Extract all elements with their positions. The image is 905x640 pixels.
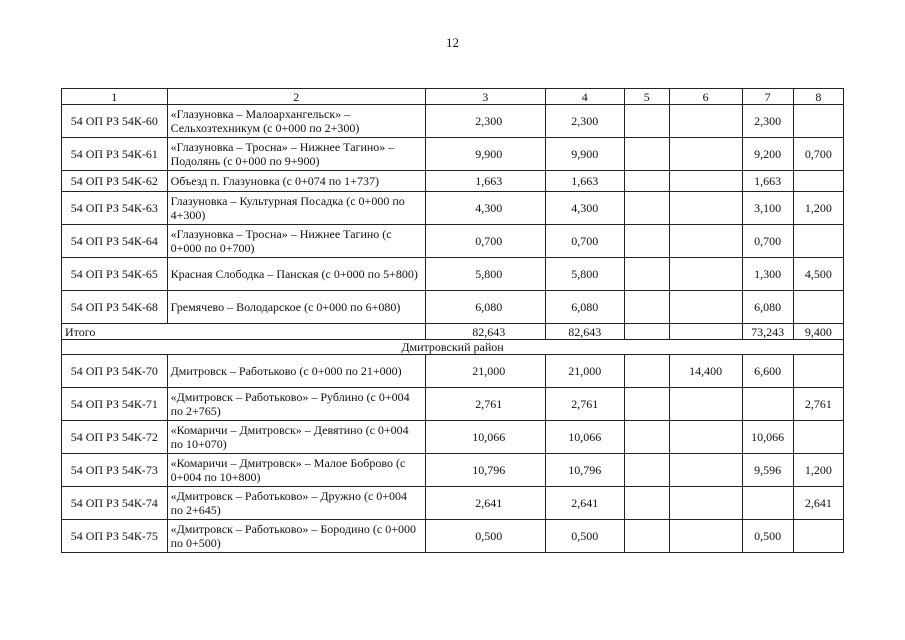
table-row [62, 421, 844, 454]
header-cell: 5 [624, 89, 669, 105]
value-cell: 5,800 [425, 258, 545, 291]
road-name-cell: «Глазуновка – Малоархангельск» – Сельхозтехникум (с 0+000 по 2+300) [167, 105, 425, 138]
road-name-cell: «Глазуновка – Тросна» – Нижнее Тагино (с 0+000 по 0+700) [167, 225, 425, 258]
value-cell: 2,761 [545, 388, 624, 421]
value-cell: 0,700 [793, 138, 843, 171]
value-cell: 2,300 [425, 105, 545, 138]
value-cell [793, 171, 843, 192]
table-row [62, 388, 844, 421]
value-cell [624, 421, 669, 454]
value-cell: 3,100 [742, 192, 793, 225]
total-cell: 82,643 [425, 324, 545, 340]
value-cell: 0,500 [425, 520, 545, 553]
section-row [62, 340, 844, 355]
header-cell: 3 [425, 89, 545, 105]
value-cell: 6,600 [742, 355, 793, 388]
table-row [62, 355, 844, 388]
value-cell: 10,796 [425, 454, 545, 487]
header-cell: 8 [793, 89, 843, 105]
table-row [62, 171, 844, 192]
road-code-cell: 54 ОП РЗ 54К-61 [62, 138, 168, 171]
road-name-cell: Дмитровск – Работьково (с 0+000 по 21+000) [167, 355, 425, 388]
road-code-cell: 54 ОП РЗ 54К-75 [62, 520, 168, 553]
table-row [62, 291, 844, 324]
value-cell: 0,700 [545, 225, 624, 258]
value-cell: 1,300 [742, 258, 793, 291]
value-cell [669, 454, 742, 487]
value-cell: 6,080 [742, 291, 793, 324]
road-name-cell: «Дмитровск – Работьково» – Дружно (с 0+004 по 2+645) [167, 487, 425, 520]
value-cell: 2,300 [545, 105, 624, 138]
road-name-cell: «Комаричи – Дмитровск» – Девятино (с 0+004 по 10+070) [167, 421, 425, 454]
value-cell [793, 225, 843, 258]
value-cell: 21,000 [545, 355, 624, 388]
road-name-cell: «Комаричи – Дмитровск» – Малое Боброво (с 0+004 по 10+800) [167, 454, 425, 487]
value-cell: 6,080 [425, 291, 545, 324]
road-code-cell: 54 ОП РЗ 54К-63 [62, 192, 168, 225]
table-row [62, 138, 844, 171]
value-cell [624, 388, 669, 421]
road-code-cell: 54 ОП РЗ 54К-73 [62, 454, 168, 487]
page-number: 12 [446, 35, 459, 50]
value-cell: 5,800 [545, 258, 624, 291]
road-code-cell: 54 ОП РЗ 54К-70 [62, 355, 168, 388]
value-cell [669, 520, 742, 553]
value-cell: 2,641 [793, 487, 843, 520]
table-row [62, 105, 844, 138]
value-cell [624, 225, 669, 258]
total-cell: 73,243 [742, 324, 793, 340]
section-title: Дмитровский район [62, 340, 844, 355]
road-name-cell: Гремячево – Володарское (с 0+000 по 6+080) [167, 291, 425, 324]
value-cell: 9,900 [545, 138, 624, 171]
road-name-cell: Глазуновка – Культурная Посадка (с 0+000 по 4+300) [167, 192, 425, 225]
value-cell: 10,066 [742, 421, 793, 454]
value-cell: 4,300 [425, 192, 545, 225]
road-code-cell: 54 ОП РЗ 54К-62 [62, 171, 168, 192]
value-cell [669, 105, 742, 138]
value-cell [624, 487, 669, 520]
value-cell [669, 487, 742, 520]
value-cell [669, 421, 742, 454]
value-cell [669, 388, 742, 421]
total-cell: 9,400 [793, 324, 843, 340]
value-cell [669, 225, 742, 258]
value-cell: 9,200 [742, 138, 793, 171]
value-cell [669, 291, 742, 324]
value-cell: 10,066 [545, 421, 624, 454]
value-cell: 0,700 [425, 225, 545, 258]
value-cell [669, 138, 742, 171]
value-cell: 4,500 [793, 258, 843, 291]
header-cell: 4 [545, 89, 624, 105]
road-code-cell: 54 ОП РЗ 54К-60 [62, 105, 168, 138]
road-name-cell: «Глазуновка – Тросна» – Нижнее Тагино» – Подолянь (с 0+000 по 9+900) [167, 138, 425, 171]
header-cell: 1 [62, 89, 168, 105]
value-cell: 4,300 [545, 192, 624, 225]
value-cell: 21,000 [425, 355, 545, 388]
road-name-cell: Объезд п. Глазуновка (с 0+074 по 1+737) [167, 171, 425, 192]
table-row [62, 520, 844, 553]
road-code-cell: 54 ОП РЗ 54К-71 [62, 388, 168, 421]
value-cell: 0,500 [742, 520, 793, 553]
value-cell [624, 105, 669, 138]
total-row [62, 324, 844, 340]
total-cell: 82,643 [545, 324, 624, 340]
value-cell [624, 520, 669, 553]
value-cell [742, 388, 793, 421]
value-cell: 9,596 [742, 454, 793, 487]
value-cell [793, 520, 843, 553]
total-cell [624, 324, 669, 340]
value-cell: 2,641 [545, 487, 624, 520]
table-row [62, 258, 844, 291]
value-cell [793, 291, 843, 324]
header-cell: 2 [167, 89, 425, 105]
table-row [62, 487, 844, 520]
value-cell [624, 171, 669, 192]
value-cell [624, 291, 669, 324]
value-cell [624, 192, 669, 225]
road-code-cell: 54 ОП РЗ 54К-64 [62, 225, 168, 258]
value-cell: 2,761 [425, 388, 545, 421]
header-cell: 7 [742, 89, 793, 105]
value-cell: 14,400 [669, 355, 742, 388]
value-cell: 1,663 [742, 171, 793, 192]
value-cell: 6,080 [545, 291, 624, 324]
table-row [62, 225, 844, 258]
value-cell: 2,300 [742, 105, 793, 138]
road-name-cell: Красная Слободка – Панская (с 0+000 по 5+800) [167, 258, 425, 291]
value-cell [793, 355, 843, 388]
header-cell: 6 [669, 89, 742, 105]
value-cell [624, 355, 669, 388]
road-code-cell: 54 ОП РЗ 54К-72 [62, 421, 168, 454]
value-cell [624, 138, 669, 171]
total-cell [669, 324, 742, 340]
value-cell: 1,663 [425, 171, 545, 192]
value-cell: 1,200 [793, 192, 843, 225]
table-row [62, 454, 844, 487]
value-cell: 1,200 [793, 454, 843, 487]
value-cell [669, 171, 742, 192]
value-cell [624, 454, 669, 487]
value-cell: 1,663 [545, 171, 624, 192]
value-cell [624, 258, 669, 291]
value-cell: 0,700 [742, 225, 793, 258]
road-name-cell: «Дмитровск – Работьково» – Бородино (с 0+000 по 0+500) [167, 520, 425, 553]
value-cell: 0,500 [545, 520, 624, 553]
value-cell: 10,066 [425, 421, 545, 454]
value-cell: 10,796 [545, 454, 624, 487]
road-code-cell: 54 ОП РЗ 54К-74 [62, 487, 168, 520]
road-code-cell: 54 ОП РЗ 54К-65 [62, 258, 168, 291]
value-cell [669, 192, 742, 225]
value-cell [742, 487, 793, 520]
roads-table [61, 88, 844, 553]
road-code-cell: 54 ОП РЗ 54К-68 [62, 291, 168, 324]
road-name-cell: «Дмитровск – Работьково» – Рублино (с 0+004 по 2+765) [167, 388, 425, 421]
value-cell: 2,761 [793, 388, 843, 421]
value-cell [793, 421, 843, 454]
header-row [62, 89, 844, 105]
table-row [62, 192, 844, 225]
total-label: Итого [62, 324, 426, 340]
value-cell: 2,641 [425, 487, 545, 520]
value-cell [793, 105, 843, 138]
value-cell [669, 258, 742, 291]
value-cell: 9,900 [425, 138, 545, 171]
